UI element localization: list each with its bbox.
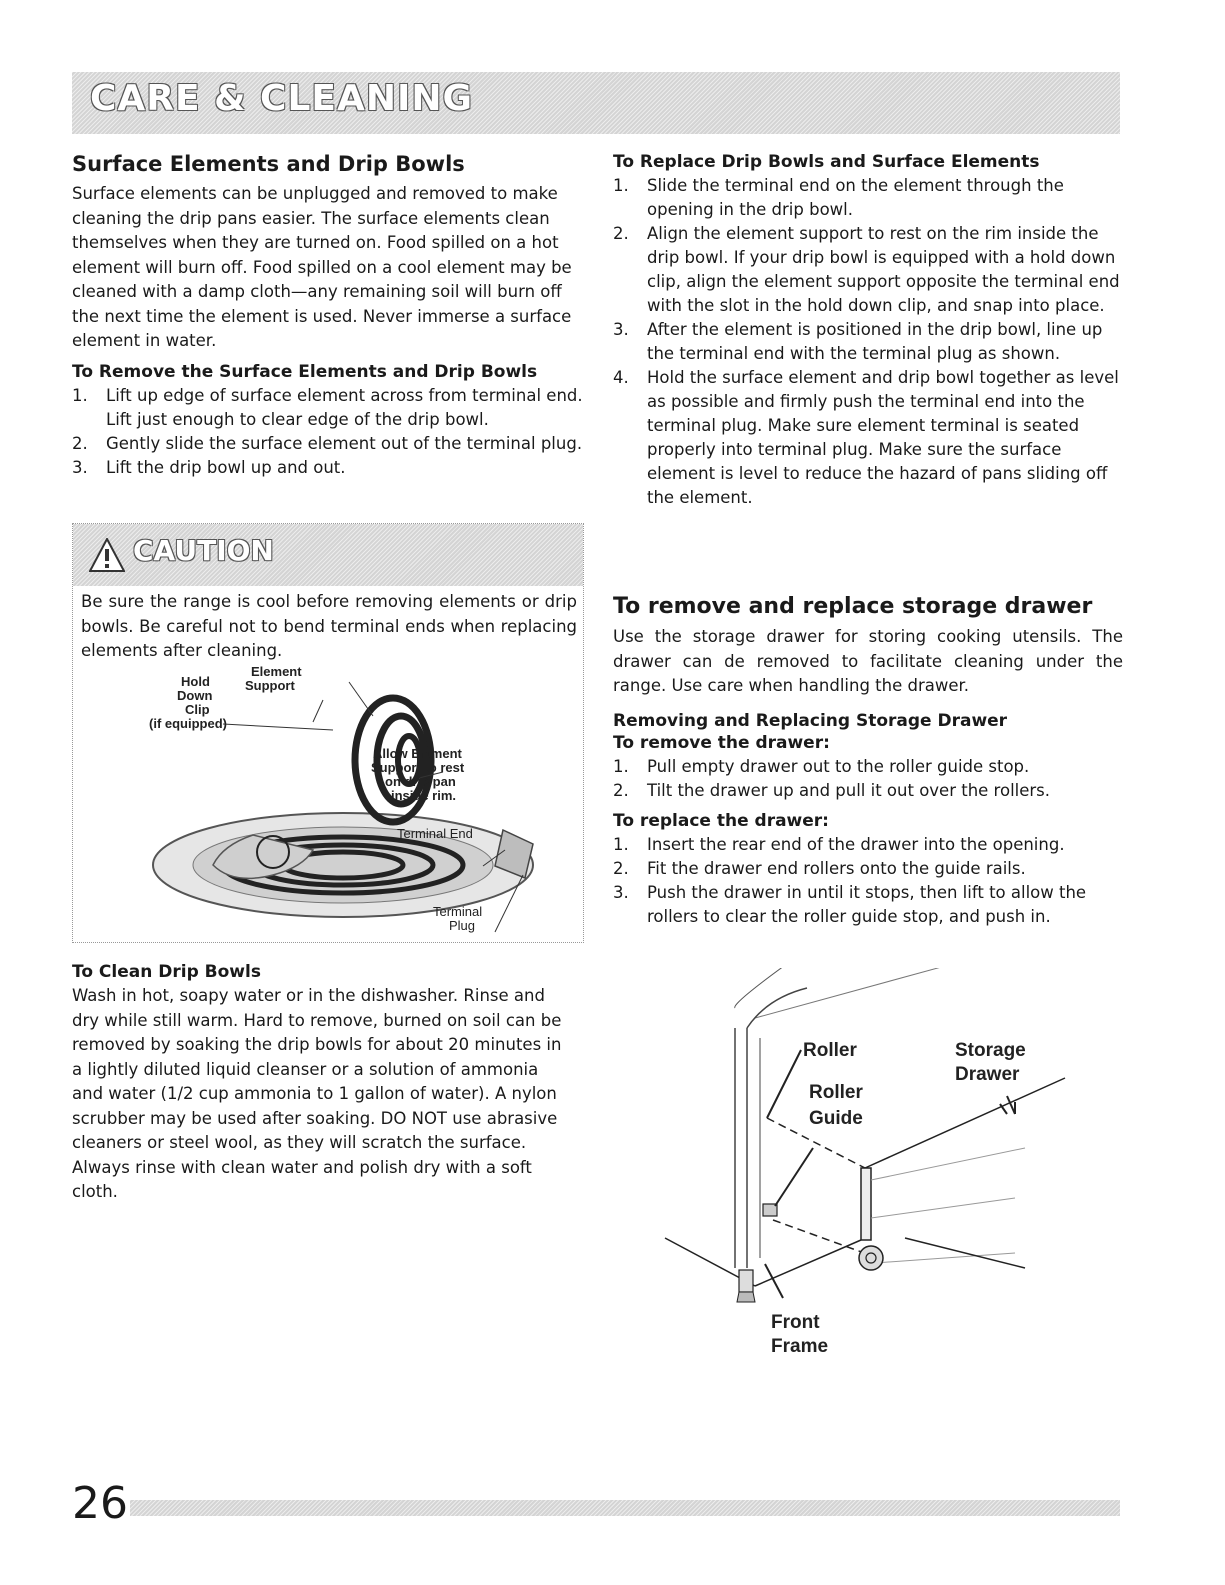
label-terminal-end: Terminal End — [397, 826, 473, 841]
step-text: Push the drawer in until it stops, then lift to allow the rollers to clear the roller guide stop, and push in. — [647, 882, 1087, 926]
replace-drawer-steps — [613, 833, 1123, 929]
replace-drawer-heading: To replace the drawer: — [613, 810, 829, 831]
caution-band — [73, 524, 583, 586]
caution-box — [72, 523, 584, 943]
remove-drawer-heading: To remove the drawer: — [613, 732, 830, 753]
label-support-to-rest: Support to rest — [371, 760, 465, 775]
drawer-edge — [871, 1148, 1025, 1180]
step-text: Hold the surface element and drip bowl together as level as possible and firmly push the terminal end into the terminal plug. Make sure element terminal is seated properly into terminal plug. Make sure the surface element is level to reduce the hazard of pans sliding off the element. — [647, 368, 1119, 507]
label-front-frame-2: Frame — [771, 1336, 829, 1357]
pointer-storage-drawer — [1007, 1096, 1015, 1114]
step-number: 1. — [613, 756, 629, 776]
right-column — [613, 152, 1123, 510]
step-text: Slide the terminal end on the element through the opening in the drip bowl. — [647, 176, 1064, 219]
footer-bar — [130, 1500, 1120, 1516]
label-allow-element: Allow Element — [373, 746, 462, 761]
label-plug: Plug — [449, 918, 476, 933]
label-if-equipped: (if equipped) — [149, 716, 227, 731]
drawer-edge — [875, 1253, 1015, 1263]
step-text: After the element is positioned in the drip bowl, line up the terminal end with the terminal plug as shown. — [647, 320, 1103, 363]
storage-drawer-subheading: Removing and Replacing Storage Drawer — [613, 710, 1008, 731]
surface-element-diagram — [133, 660, 573, 942]
step-number: 1. — [72, 385, 88, 405]
caution-text: Be sure the range is cool before removing elements or drip bowls. Be careful not to bend terminal ends when replacing elements after cleaning. — [81, 592, 577, 660]
range-outline — [735, 968, 795, 1008]
list-item — [613, 222, 1123, 318]
list-item — [613, 755, 1123, 779]
surface-elements-intro: Surface elements can be unplugged and removed to make cleaning the drip pans easier. The surface elements clean themselves when they are turned on. Food spilled on a hot element will burn off. Food spilled on a cool element may be cleaned with a damp cloth—any remaining soil will burn off the next time the element is used. Never immerse a surface element in water. — [72, 184, 572, 350]
step-number: 3. — [613, 882, 629, 902]
step-number: 1. — [613, 176, 629, 195]
list-item — [72, 456, 584, 480]
step-text: Insert the rear end of the drawer into the opening. — [647, 834, 1065, 854]
list-item — [613, 833, 1123, 857]
range-side — [747, 988, 807, 1028]
range-outline — [755, 968, 945, 1018]
list-item — [613, 366, 1123, 510]
step-text: Gently slide the surface element out of the terminal plug. — [106, 433, 583, 453]
label-inside-rim: inside rim. — [391, 788, 457, 803]
drawer-edge — [871, 1198, 1015, 1218]
label-storage-drawer-1: Storage — [955, 1040, 1026, 1061]
step-number: 4. — [613, 368, 629, 387]
leader-line — [349, 682, 373, 716]
list-item — [613, 174, 1123, 222]
caution-title: CAUTION — [133, 534, 274, 567]
left-column — [72, 152, 584, 480]
leveling-leg — [739, 1270, 753, 1292]
step-text: Lift up edge of surface element across from terminal end. Lift just enough to clear edge of the drip bowl. — [106, 385, 583, 429]
range-base — [755, 1240, 861, 1286]
step-number: 2. — [613, 224, 629, 243]
clean-drip-bowls-section — [72, 962, 572, 1205]
remove-elements-steps — [72, 384, 584, 480]
remove-drawer-steps — [613, 755, 1123, 803]
step-number: 1. — [613, 834, 629, 854]
step-text: Lift the drip bowl up and out. — [106, 457, 346, 477]
header-bar — [72, 72, 1120, 134]
label-support: Support — [245, 678, 295, 693]
list-item — [613, 318, 1123, 366]
label-terminal: Terminal — [433, 904, 483, 919]
clean-drip-bowls-text: Wash in hot, soapy water or in the dishwasher. Rinse and dry while still warm. Hard to remove, burned on soil can be removed by soaking the drip bowls for about 20 minutes in a lightly diluted liquid cleanser or a solution of ammonia and water (1/2 cup ammonia to 1 gallon of water). A nylon scrubber may be used after soaking. DO NOT use abrasive cleaners or steel wool, as they will scratch the surface. Always rinse with clean water and polish dry with a soft cloth. — [72, 986, 562, 1201]
storage-drawer-title: To remove and replace storage drawer — [613, 594, 1093, 619]
pointer-roller-guide — [775, 1148, 813, 1206]
label-clip: Clip — [185, 702, 210, 717]
storage-drawer-intro: Use the storage drawer for storing cooking utensils. The drawer can de removed to facilitate cleaning under the range. Use care when handling the drawer. — [613, 627, 1123, 695]
list-item — [613, 779, 1123, 803]
replace-elements-steps — [613, 174, 1123, 510]
label-down: Down — [177, 688, 213, 703]
drawer-edge — [905, 1238, 1025, 1268]
leader-line — [223, 724, 333, 730]
list-item — [613, 881, 1123, 929]
list-item — [72, 384, 584, 432]
roller-guide-rail — [773, 1220, 867, 1254]
step-text: Align the element support to rest on the rim inside the drip bowl. If your drip bowl is equipped with a hold down clip, align the element support opposite the terminal end with the slot in the hold down clip, and snap into place. — [647, 224, 1120, 315]
step-number: 2. — [613, 780, 629, 800]
roller-wheel — [859, 1246, 883, 1270]
step-number: 3. — [613, 320, 629, 339]
drawer-end-panel — [861, 1168, 871, 1240]
label-storage-drawer-2: Drawer — [955, 1064, 1020, 1085]
label-roller-guide-2: Guide — [809, 1108, 863, 1129]
step-text: Tilt the drawer up and pull it out over the rollers. — [647, 780, 1051, 800]
step-text: Fit the drawer end rollers onto the guide rails. — [647, 858, 1026, 878]
label-on-drip-pan: on drip pan — [385, 774, 456, 789]
step-number: 2. — [72, 433, 88, 453]
label-front-frame-1: Front — [771, 1312, 820, 1333]
storage-drawer-section — [613, 594, 1123, 929]
storage-drawer-diagram — [655, 968, 1085, 1368]
warning-triangle-icon — [89, 538, 125, 572]
leveling-foot — [737, 1292, 755, 1302]
label-element: Element — [251, 664, 302, 679]
replace-elements-heading: To Replace Drip Bowls and Surface Elements — [613, 152, 1040, 172]
pointer-roller — [767, 1050, 801, 1118]
step-number: 2. — [613, 858, 629, 878]
section-title-surface-elements: Surface Elements and Drip Bowls — [72, 152, 465, 176]
page-title: CARE & CLEANING — [90, 78, 474, 119]
leader-line — [313, 700, 323, 722]
step-number: 3. — [72, 457, 88, 477]
list-item — [72, 432, 584, 456]
label-hold: Hold — [181, 674, 210, 689]
label-roller: Roller — [803, 1040, 857, 1061]
step-text: Pull empty drawer out to the roller guide stop. — [647, 756, 1030, 776]
drawer-edge — [865, 1078, 1065, 1168]
label-roller-guide-1: Roller — [809, 1082, 863, 1103]
list-item — [613, 857, 1123, 881]
remove-elements-heading: To Remove the Surface Elements and Drip Bowls — [72, 361, 538, 382]
page-number: 26 — [72, 1478, 128, 1529]
clean-drip-bowls-heading: To Clean Drip Bowls — [72, 962, 261, 982]
